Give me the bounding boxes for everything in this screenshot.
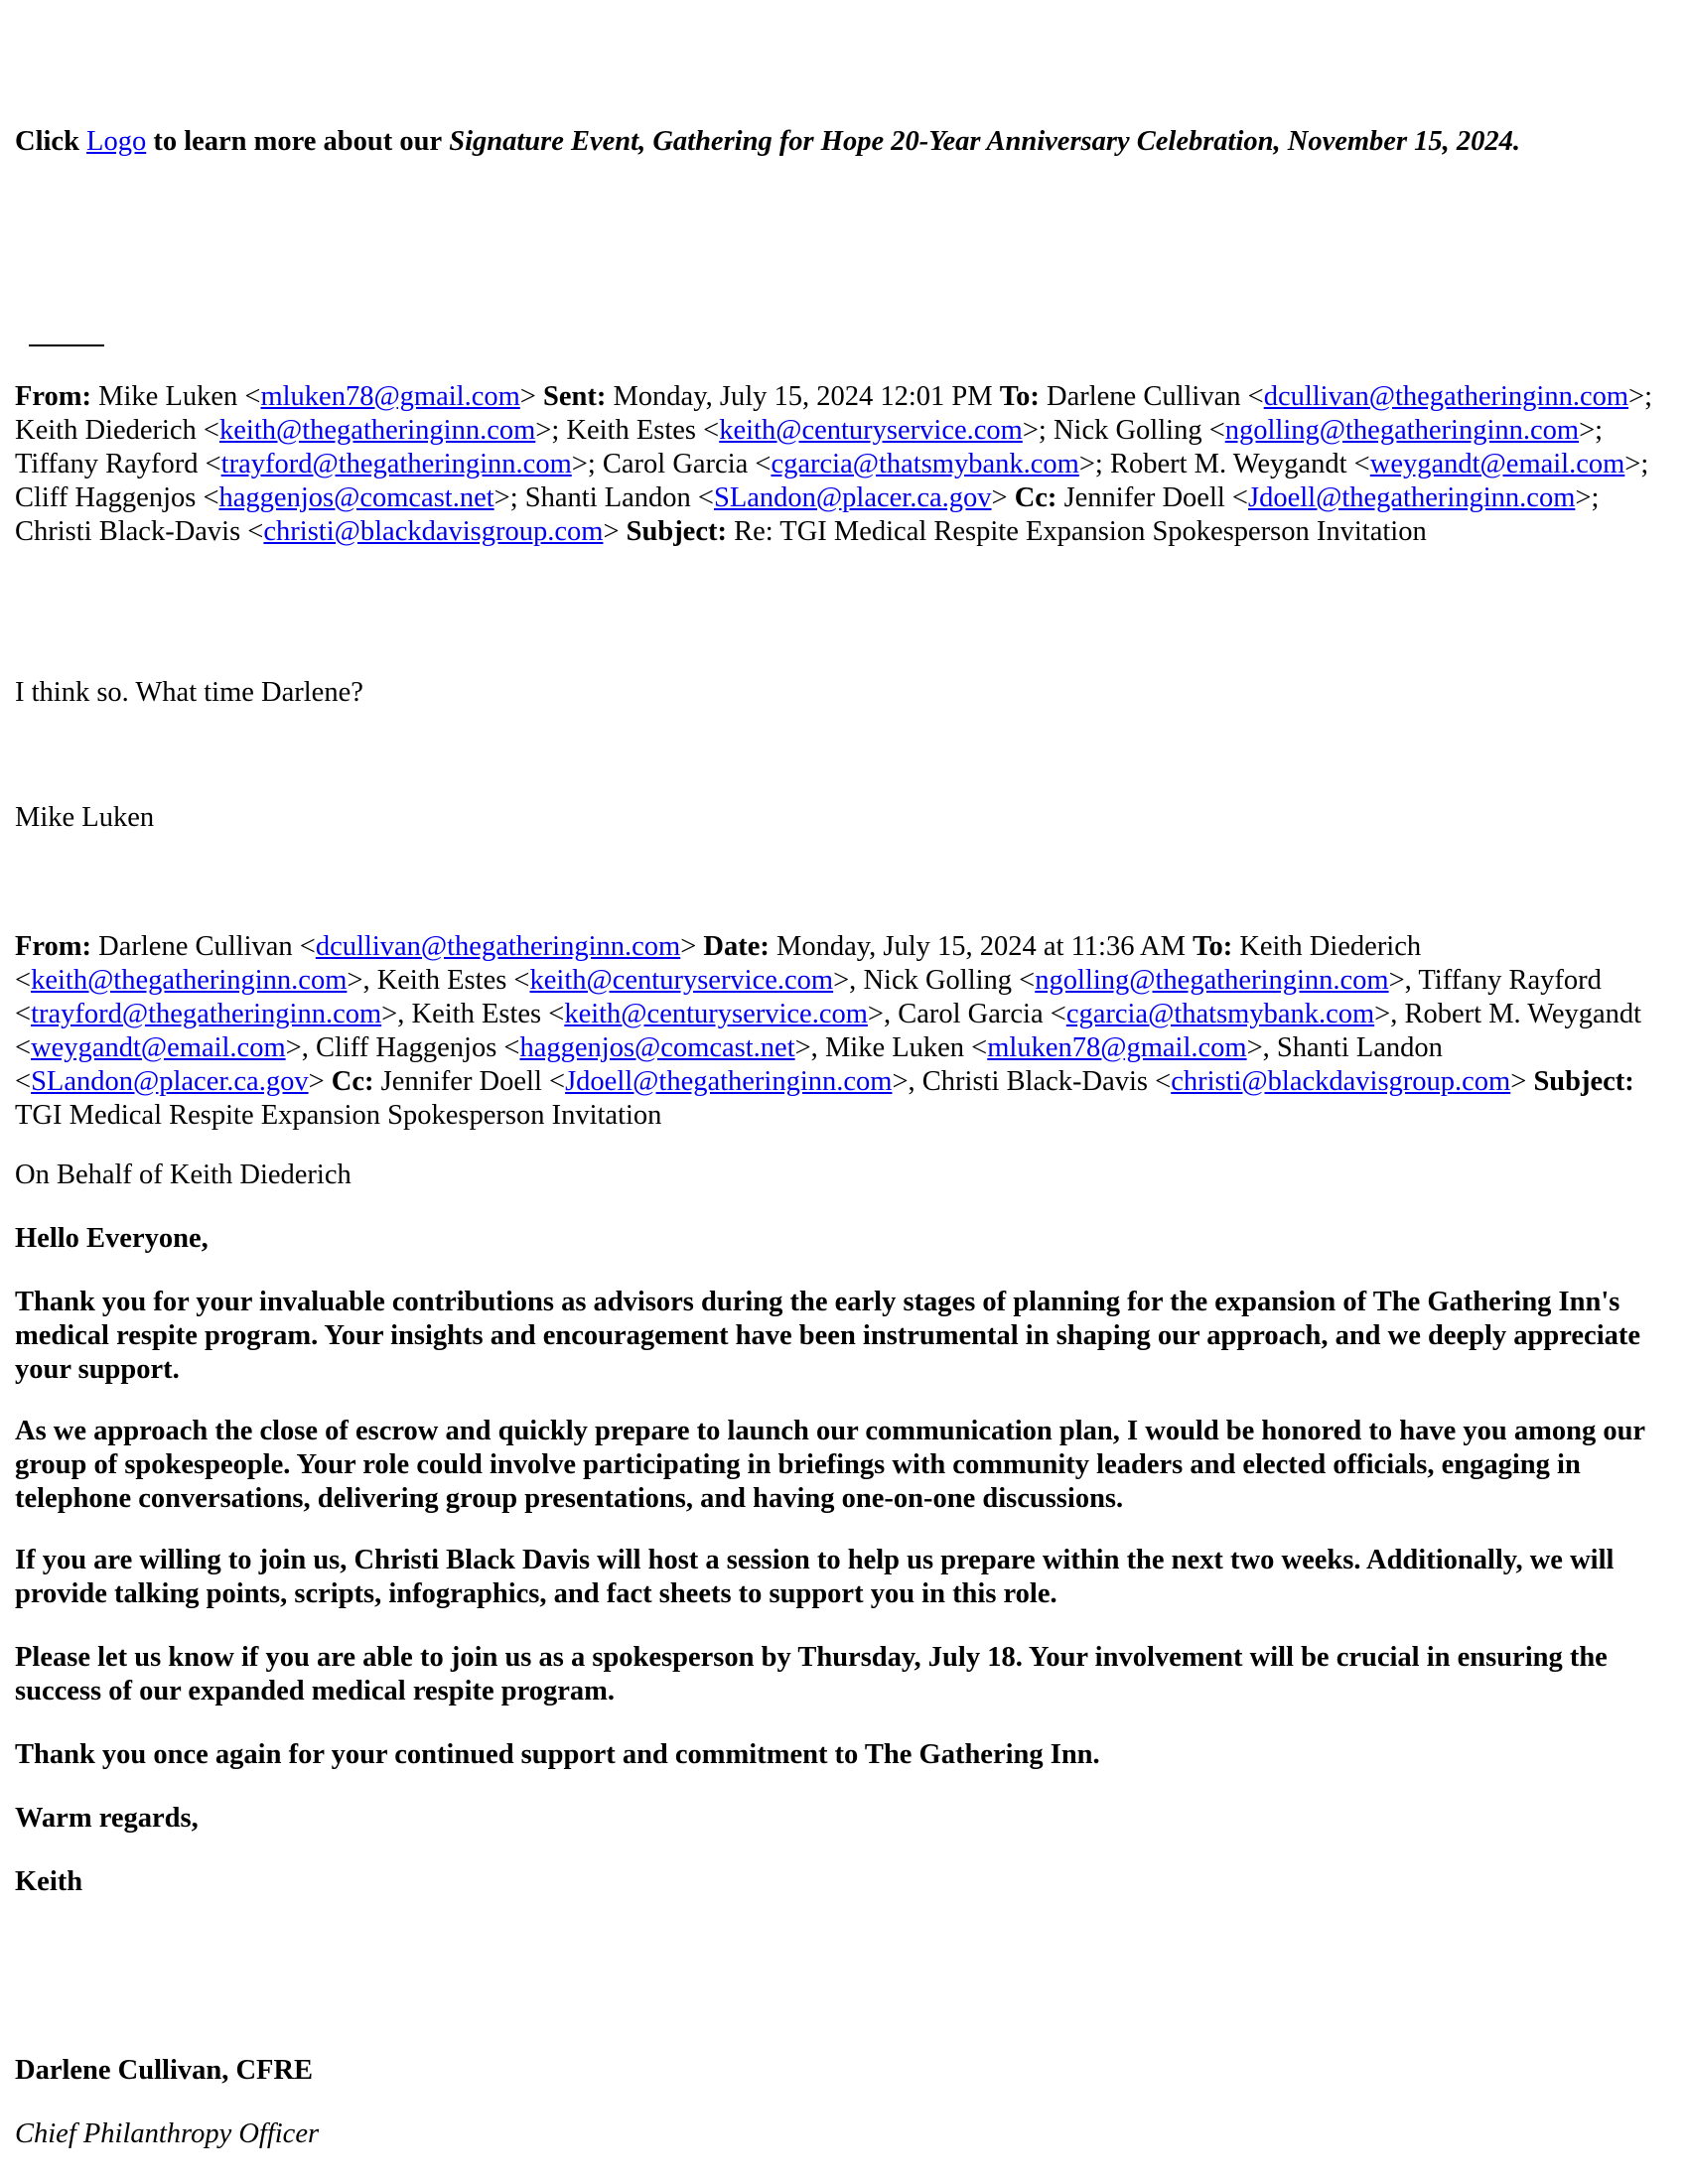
recipient-email[interactable]: SLandon@placer.ca.gov <box>714 482 992 513</box>
recipient-email[interactable]: cgarcia@thatsmybank.com <box>1065 999 1375 1029</box>
greeting: Hello Everyone, <box>15 1223 209 1254</box>
recipient-email[interactable]: dcullivan@thegatheringinn.com <box>1263 381 1629 412</box>
recipient: Robert M. Weygandt <weygandt@email.com>; <box>1109 449 1649 479</box>
original-date-value: Monday, July 15, 2024 at 11:36 AM <box>776 931 1186 962</box>
recipient-email[interactable]: Jdoell@thegatheringinn.com <box>1248 482 1576 513</box>
recipient: Cliff Haggenjos <haggenjos@comcast.net>; <box>15 482 525 513</box>
reply-from-email[interactable]: mluken78@gmail.com <box>260 381 520 412</box>
separator-line <box>29 344 104 346</box>
recipient-email[interactable]: keith@thegatheringinn.com <box>31 965 348 996</box>
recipient-email[interactable]: keith@centuryservice.com <box>564 999 868 1029</box>
reply-subject: Re: TGI Medical Respite Expansion Spokesperson Invitation <box>734 516 1427 547</box>
logo-link[interactable]: Logo <box>86 126 147 157</box>
recipient: Christi Black-Davis <christi@blackdavisgroup.com> <box>921 1066 1527 1097</box>
recipient: Keith Diederich <keith@thegatheringinn.com>; <box>15 415 567 446</box>
reply-from-name: Mike Luken < <box>98 381 261 412</box>
recipient-email[interactable]: SLandon@placer.ca.gov <box>31 1066 309 1097</box>
body-paragraph-1: Thank you for your invaluable contributions as advisors during the early stages of planning for the expansion of The Gathering Inn's medical respite program. Your insights and encouragement have been instrumental in shaping our approach, and we deeply appreciate your support. <box>15 1287 1640 1385</box>
closing: Warm regards, <box>15 1803 199 1834</box>
recipient: Mike Luken <mluken78@gmail.com>, <box>824 1032 1277 1063</box>
recipient-email[interactable]: christi@blackdavisgroup.com <box>1171 1066 1511 1097</box>
original-to-label: To: <box>1193 931 1233 962</box>
reply-to-label: To: <box>999 381 1040 412</box>
recipient: Tiffany Rayford <trayford@thegatheringinn.com>; <box>15 449 603 479</box>
reply-header: From: Mike Luken <mluken78@gmail.com> Sent: Monday, July 15, 2024 12:01 PM To: Darlene Cullivan <dcullivan@thegatheringinn.com>; Keith Diederich <keith@thegatheringinn.com>; Keith Estes <keith@centuryservice.com>; Nick Golling <ngolling@thegatheringinn.com>; Tiffany Rayford <trayford@thegatheringinn.com>; Carol Garcia <cgarcia@thatsmybank.com>; Robert M. Weygandt <weygandt@email.com>; Cliff Haggenjos <haggenjos@comcast.net>; Shanti Landon <SLandon@placer.ca.gov> Cc: Jennifer Doell <Jdoell@thegatheringinn.com>; Christi Black-Davis <christi@blackdavisgroup.com> Subject: Re: TGI Medical Respite Expansion Spokesperson Invitation <box>15 381 1653 547</box>
recipient: Darlene Cullivan <dcullivan@thegatheringinn.com>; <box>1047 381 1653 412</box>
recipient: Shanti Landon <SLandon@placer.ca.gov> <box>15 1032 1443 1097</box>
original-header: From: Darlene Cullivan <dcullivan@thegatheringinn.com> Date: Monday, July 15, 2024 at 11:36 AM To: Keith Diederich <keith@thegatheringinn.com>, Keith Estes <keith@centuryservice.com>, Nick Golling <ngolling@thegatheringinn.com>, Tiffany Rayford <trayford@thegatheringinn.com>, Keith Estes <keith@centuryservice.com>, Carol Garcia <cgarcia@thatsmybank.com>, Robert M. Weygandt <weygandt@email.com>, Cliff Haggenjos <haggenjos@comcast.net>, Mike Luken <mluken78@gmail.com>, Shanti Landon <SLandon@placer.ca.gov> Cc: Jennifer Doell <Jdoell@thegatheringinn.com>, Christi Black-Davis <christi@blackdavisgroup.com> Subject: TGI Medical Respite Expansion Spokesperson Invitation <box>15 931 1642 1131</box>
recipient: Jennifer Doell <Jdoell@thegatheringinn.com>; <box>1063 482 1600 513</box>
body-paragraph-4: Please let us know if you are able to join us as a spokesperson by Thursday, July 18. Your involvement will be crucial in ensuring the success of our expanded medical respite program. <box>15 1642 1608 1706</box>
recipient-email[interactable]: christi@blackdavisgroup.com <box>263 516 604 547</box>
recipient: Nick Golling <ngolling@thegatheringinn.com>; <box>1053 415 1604 446</box>
banner-middle: to learn more about our <box>153 126 443 157</box>
on-behalf-line: On Behalf of Keith Diederich <box>15 1160 352 1190</box>
original-date-label: Date: <box>703 931 770 962</box>
sign-off: Keith <box>15 1866 83 1897</box>
recipient-email[interactable]: keith@thegatheringinn.com <box>219 415 536 446</box>
banner-prefix: Click <box>15 126 79 157</box>
recipient: Carol Garcia <cgarcia@thatsmybank.com>; <box>602 449 1110 479</box>
recipient: Keith Diederich <keith@thegatheringinn.com>, <box>15 931 1422 996</box>
recipient: Keith Estes <keith@centuryservice.com>, <box>376 965 864 996</box>
recipient: Carol Garcia <cgarcia@thatsmybank.com>, <box>898 999 1405 1029</box>
recipient: Jennifer Doell <Jdoell@thegatheringinn.com>, <box>380 1066 922 1097</box>
recipient-email[interactable]: weygandt@email.com <box>1369 449 1625 479</box>
reply-subject-label: Subject: <box>626 516 727 547</box>
sender-name: Darlene Cullivan, CFRE <box>15 2055 314 2086</box>
recipient-email[interactable]: trayford@thegatheringinn.com <box>31 999 382 1029</box>
body-paragraph-5: Thank you once again for your continued support and commitment to The Gathering Inn. <box>15 1739 1100 1770</box>
sender-title: Chief Philanthropy Officer <box>15 2118 320 2149</box>
body-paragraph-2: As we approach the close of escrow and quickly prepare to launch our communication plan, I would be honored to have you among our group of spokespeople. Your role could involve participating in briefings with community leaders and elected officials, engaging in telephone conversations, delivering group presentations, and having one-on-one discussions. <box>15 1416 1645 1514</box>
original-subject: TGI Medical Respite Expansion Spokesperson Invitation <box>15 1100 662 1131</box>
original-cc-list <box>381 1066 1527 1097</box>
banner-event: Signature Event, Gathering for Hope 20-Year Anniversary Celebration, November 15, 2024. <box>449 126 1521 157</box>
recipient-email[interactable]: haggenjos@comcast.net <box>218 482 494 513</box>
recipient: Robert M. Weygandt <weygandt@email.com>, <box>15 999 1642 1063</box>
recipient: Tiffany Rayford <trayford@thegatheringinn.com>, <box>15 965 1602 1029</box>
reply-sent-value: Monday, July 15, 2024 12:01 PM <box>613 381 993 412</box>
recipient-email[interactable]: mluken78@gmail.com <box>987 1032 1247 1063</box>
recipient: Keith Estes <keith@centuryservice.com>, <box>411 999 899 1029</box>
reply-cc-label: Cc: <box>1014 482 1057 513</box>
original-from-email[interactable]: dcullivan@thegatheringinn.com <box>315 931 681 962</box>
body-paragraph-3: If you are willing to join us, Christi Black Davis will host a session to help us prepare within the next two weeks. Additionally, we will provide talking points, scripts, infographics, and fact sheets to support you in this role. <box>15 1545 1615 1609</box>
recipient-email[interactable]: trayford@thegatheringinn.com <box>220 449 572 479</box>
recipient: Keith Estes <keith@centuryservice.com>; <box>566 415 1054 446</box>
recipient-email[interactable]: Jdoell@thegatheringinn.com <box>565 1066 893 1097</box>
recipient: Shanti Landon <SLandon@placer.ca.gov> <box>524 482 1008 513</box>
recipient: Christi Black-Davis <christi@blackdavisgroup.com> <box>15 516 620 547</box>
original-from-label: From: <box>15 931 92 962</box>
recipient: Cliff Haggenjos <haggenjos@comcast.net>, <box>315 1032 825 1063</box>
recipient: Nick Golling <ngolling@thegatheringinn.com>, <box>863 965 1419 996</box>
original-cc-label: Cc: <box>331 1066 374 1097</box>
recipient-email[interactable]: keith@centuryservice.com <box>719 415 1023 446</box>
recipient-email[interactable]: ngolling@thegatheringinn.com <box>1035 965 1389 996</box>
reply-signature: Mike Luken <box>15 802 155 833</box>
recipient-email[interactable]: keith@centuryservice.com <box>529 965 834 996</box>
reply-from-label: From: <box>15 381 92 412</box>
recipient-email[interactable]: cgarcia@thatsmybank.com <box>771 449 1079 479</box>
event-banner <box>15 125 1673 159</box>
recipient-email[interactable]: weygandt@email.com <box>31 1032 286 1063</box>
recipient-email[interactable]: ngolling@thegatheringinn.com <box>1224 415 1580 446</box>
original-from-name: Darlene Cullivan < <box>98 931 316 962</box>
reply-sent-label: Sent: <box>543 381 607 412</box>
original-subject-label: Subject: <box>1533 1066 1634 1097</box>
recipient-email[interactable]: haggenjos@comcast.net <box>519 1032 795 1063</box>
reply-body: I think so. What time Darlene? <box>15 677 363 708</box>
